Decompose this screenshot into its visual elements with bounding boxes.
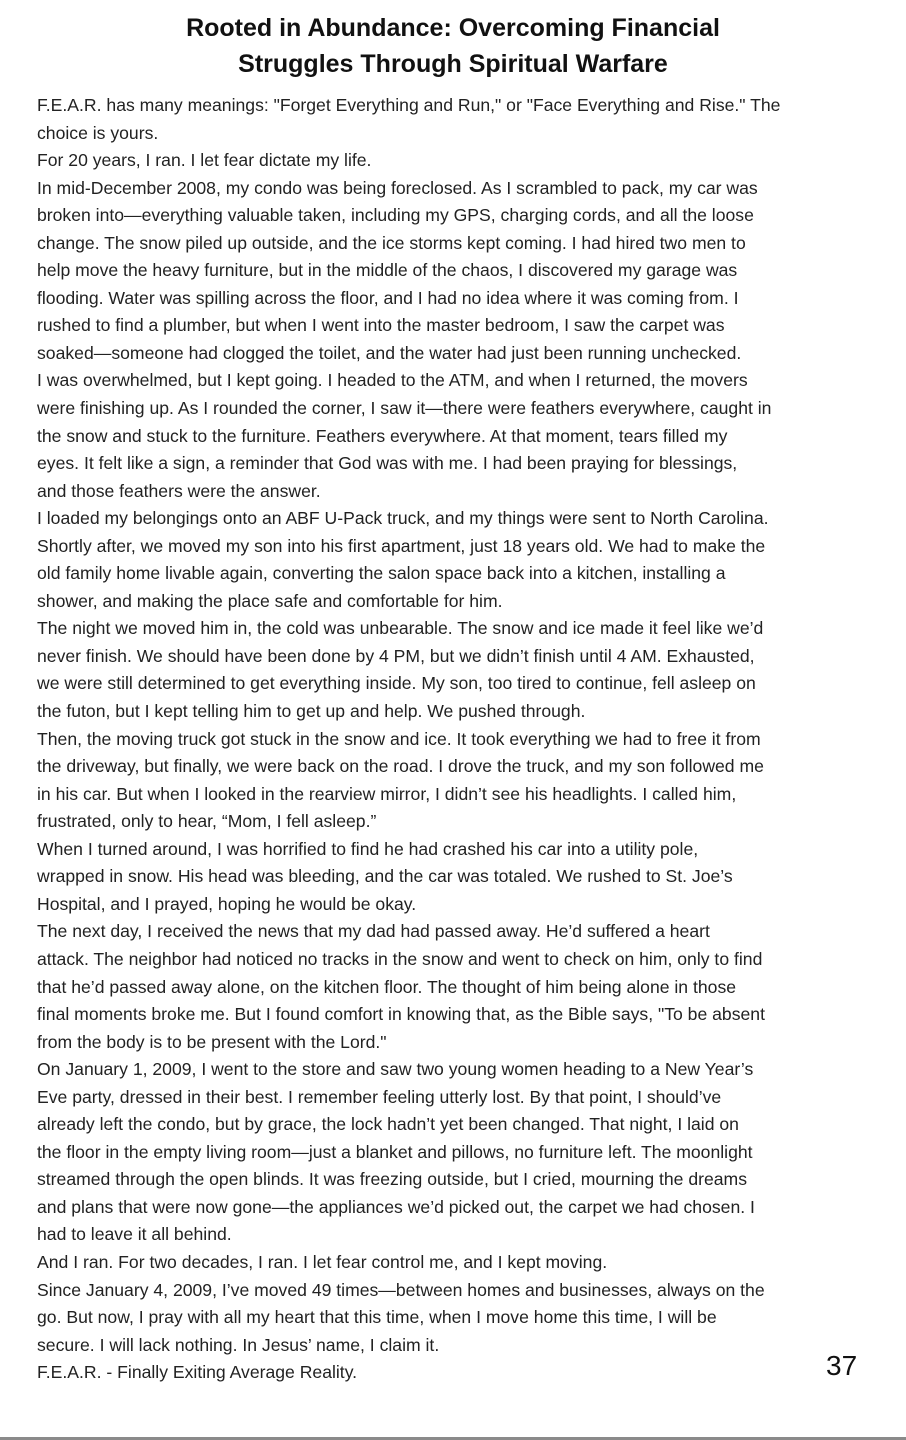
paragraph-line: the driveway, but finally, we were back on the road. I drove the truck, and my son followed me — [37, 756, 764, 777]
paragraph-line: Then, the moving truck got stuck in the snow and ice. It took everything we had to free it from — [37, 728, 761, 749]
paragraph-line: final moments broke me. But I found comfort in knowing that, as the Bible says, "To be absent — [37, 1004, 765, 1025]
paragraph-line: wrapped in snow. His head was bleeding, and the car was totaled. We rushed to St. Joe’s — [37, 866, 733, 887]
paragraph-line: Shortly after, we moved my son into his first apartment, just 18 years old. We had to make the — [37, 535, 766, 556]
paragraph-line: Hospital, and I prayed, hoping he would be okay. — [37, 893, 417, 914]
title-line: Rooted in Abundance: Overcoming Financial — [186, 14, 720, 42]
paragraph-line: I was overwhelmed, but I kept going. I headed to the ATM, and when I returned, the movers — [37, 370, 748, 391]
paragraph — [37, 1249, 877, 1277]
title-line: Struggles Through Spiritual Warfare — [238, 50, 668, 78]
paragraph-line: already left the condo, but by grace, the lock hadn’t yet been changed. That night, I laid on — [37, 1114, 739, 1135]
paragraph-line: In mid-December 2008, my condo was being foreclosed. As I scrambled to pack, my car was — [37, 177, 758, 198]
paragraph-line: I loaded my belongings onto an ABF U-Pack truck, and my things were sent to North Carolina. — [37, 508, 769, 529]
paragraph-line: eyes. It felt like a sign, a reminder that God was with me. I had been praying for blessings, — [37, 453, 738, 474]
paragraph-line: For 20 years, I ran. I let fear dictate my life. — [37, 150, 372, 171]
paragraph — [37, 836, 877, 919]
paragraph-line: old family home livable again, converting the salon space back into a kitchen, installing a — [37, 563, 726, 584]
paragraph-line: the floor in the empty living room—just a blanket and pillows, no furniture left. The moonlight — [37, 1141, 753, 1162]
paragraph-line: streamed through the open blinds. It was freezing outside, but I cried, mourning the dreams — [37, 1169, 748, 1190]
paragraph — [37, 175, 877, 368]
paragraph — [37, 615, 877, 725]
paragraph-line: choice is yours. — [37, 122, 159, 143]
paragraph-line: and those feathers were the answer. — [37, 480, 321, 501]
paragraph-line: The next day, I received the news that my dad had passed away. He’d suffered a heart — [37, 921, 710, 942]
paragraph-line: And I ran. For two decades, I ran. I let fear control me, and I kept moving. — [37, 1251, 608, 1272]
paragraph-line: attack. The neighbor had noticed no tracks in the snow and went to check on him, only to find — [37, 948, 763, 969]
page-number: 37 — [826, 1350, 858, 1381]
paragraph — [37, 1277, 877, 1360]
paragraph-line: On January 1, 2009, I went to the store and saw two young women heading to a New Year’s — [37, 1059, 754, 1080]
paragraph-line: F.E.A.R. has many meanings: "Forget Everything and Run," or "Face Everything and Rise." The — [37, 95, 781, 115]
paragraph-line: had to leave it all behind. — [37, 1224, 232, 1245]
paragraph-line: frustrated, only to hear, “Mom, I fell asleep.” — [37, 811, 377, 832]
paragraph-line: When I turned around, I was horrified to find he had crashed his car into a utility pole, — [37, 838, 699, 859]
paragraph-line: Since January 4, 2009, I’ve moved 49 times—between homes and businesses, always on the — [37, 1279, 765, 1300]
paragraph-line: broken into—everything valuable taken, including my GPS, charging cords, and all the loose — [37, 205, 754, 226]
paragraph-line: were finishing up. As I rounded the corner, I saw it—there were feathers everywhere, caught in — [37, 398, 772, 419]
paragraph — [37, 918, 877, 1056]
paragraph-line: flooding. Water was spilling across the floor, and I had no idea where it was coming from. I — [37, 287, 739, 308]
paragraph-line: and plans that were now gone—the appliances we’d picked out, the carpet we had chosen. I — [37, 1196, 755, 1217]
paragraph-line: the snow and stuck to the furniture. Feathers everywhere. At that moment, tears filled my — [37, 425, 728, 446]
paragraph-line: go. But now, I pray with all my heart that this time, when I move home this time, I will be — [37, 1307, 717, 1328]
paragraph-line: F.E.A.R. - Finally Exiting Average Reality. — [37, 1362, 358, 1383]
paragraph-line: secure. I will lack nothing. In Jesus’ name, I claim it. — [37, 1334, 440, 1355]
paragraph-line: never finish. We should have been done by 4 PM, but we didn’t finish until 4 AM. Exhausted, — [37, 645, 755, 666]
paragraph-line: change. The snow piled up outside, and the ice storms kept coming. I had hired two men to — [37, 232, 746, 253]
paragraph-line: The night we moved him in, the cold was unbearable. The snow and ice made it feel like we’d — [37, 618, 764, 639]
paragraph-line: we were still determined to get everything inside. My son, too tired to continue, fell asleep on — [37, 673, 756, 694]
paragraph-line: that he’d passed away alone, on the kitchen floor. The thought of him being alone in those — [37, 976, 737, 997]
paragraph — [37, 726, 877, 836]
paragraph — [37, 147, 877, 175]
paragraph-line: from the body is to be present with the Lord." — [37, 1031, 387, 1052]
paragraph-line: Eve party, dressed in their best. I remember feeling utterly lost. By that point, I should’ve — [37, 1086, 722, 1107]
paragraph-line: rushed to find a plumber, but when I went into the master bedroom, I saw the carpet was — [37, 315, 725, 336]
page-title — [0, 10, 906, 82]
paragraph — [37, 367, 877, 505]
paragraph-line: soaked—someone had clogged the toilet, and the water had just been running unchecked. — [37, 342, 742, 363]
paragraph — [37, 1056, 877, 1249]
paragraph — [37, 92, 877, 147]
paragraph-line: shower, and making the place safe and comfortable for him. — [37, 590, 503, 611]
body-text — [37, 92, 877, 1387]
paragraph-line: help move the heavy furniture, but in the middle of the chaos, I discovered my garage was — [37, 260, 738, 281]
paragraph-line: the futon, but I kept telling him to get up and help. We pushed through. — [37, 701, 586, 722]
paragraph-line: in his car. But when I looked in the rearview mirror, I didn’t see his headlights. I called him, — [37, 783, 737, 804]
paragraph — [37, 505, 877, 615]
paragraph — [37, 1359, 877, 1387]
